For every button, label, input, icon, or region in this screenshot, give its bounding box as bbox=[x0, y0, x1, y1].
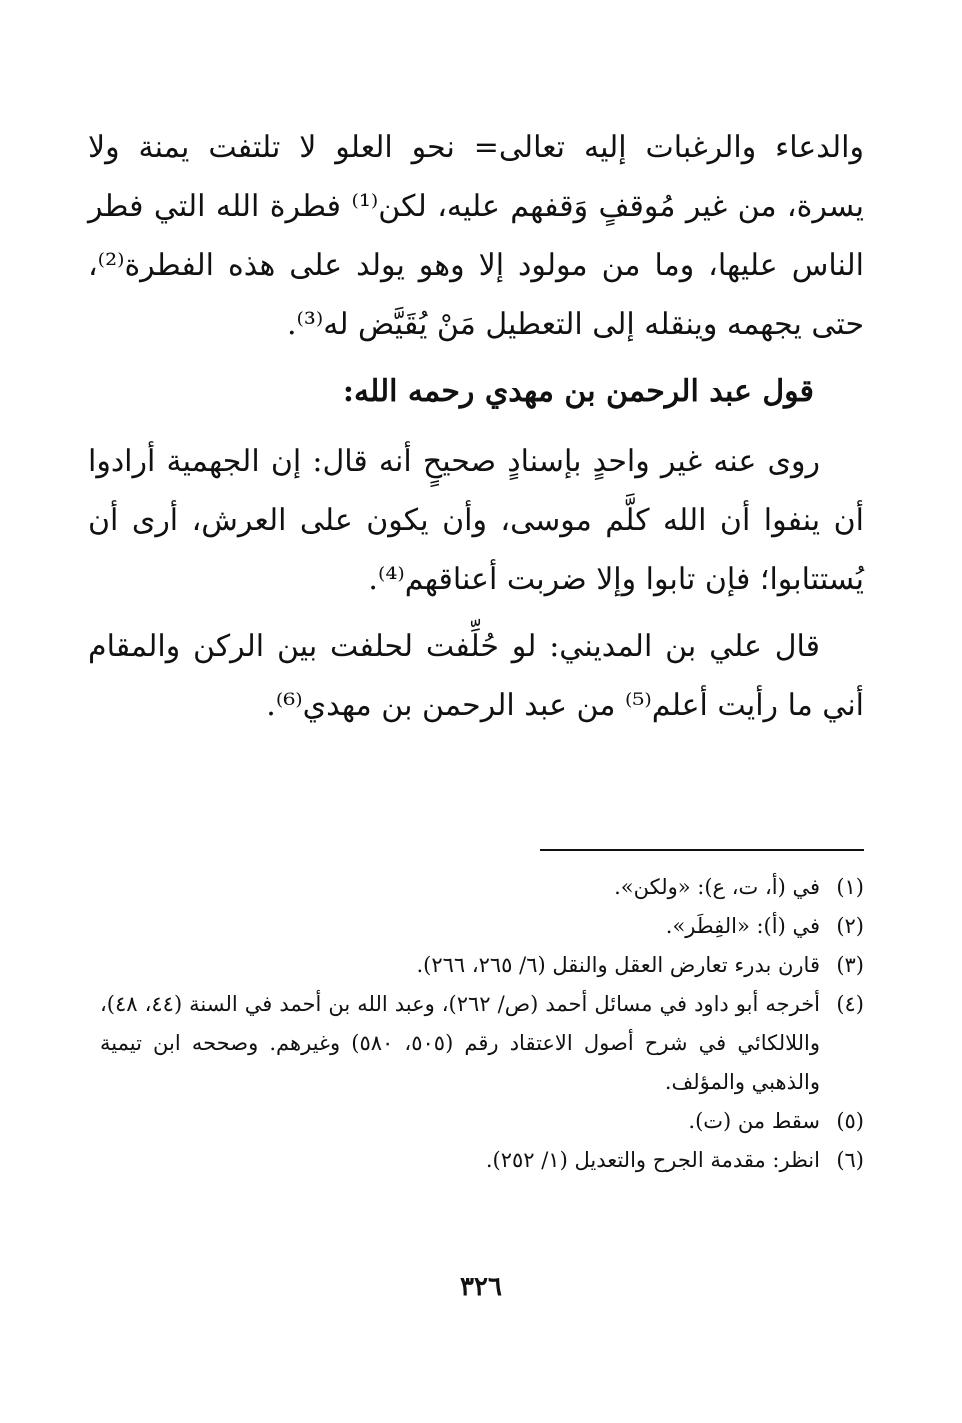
footnote-3 bbox=[100, 946, 864, 985]
footnote-2 bbox=[100, 907, 864, 946]
footnote-number: (٣) bbox=[836, 953, 864, 977]
footnote-number: (٥) bbox=[836, 1109, 864, 1133]
paragraph-2 bbox=[88, 432, 864, 609]
page-number: ٣٢٦ bbox=[460, 1272, 502, 1302]
footnote-separator bbox=[540, 849, 864, 851]
footnote-4 bbox=[100, 985, 864, 1102]
footnote-text: سقط من (ت). bbox=[688, 1109, 820, 1133]
footnote-1 bbox=[100, 868, 864, 907]
section-heading: قول عبد الرحمن بن مهدي رحمه الله: bbox=[342, 374, 814, 409]
paragraph-1 bbox=[88, 118, 864, 354]
footnotes bbox=[100, 868, 864, 1180]
footnote-number: (٦) bbox=[836, 1148, 864, 1172]
footnote-text: انظر: مقدمة الجرح والتعديل (١/ ٢٥٢). bbox=[485, 1148, 820, 1172]
paragraph-3-text: قال علي بن المديني: لو حُلِّفت لحلفت بين الركن والمقام أني ما رأيت أعلم⁽⁵⁾ من عبد الرحمن بن مهدي⁽⁶⁾. bbox=[88, 629, 864, 723]
footnote-number: (١) bbox=[836, 875, 864, 899]
footnote-text: أخرجه أبو داود في مسائل أحمد (ص/ ٢٦٢)، وعبد الله بن أحمد في السنة (٤٤، ٤٨)، واللالكائي في شرح أصول الاعتقاد رقم (٥٠٥، ٥٨٠) وغيرهم. وصححه ابن تيمية والذهبي والمؤلف. bbox=[100, 992, 821, 1094]
footnote-5 bbox=[100, 1102, 864, 1141]
footnote-text: في (أ): «الفِطَر». bbox=[665, 914, 820, 938]
footnote-number: (٤) bbox=[836, 992, 864, 1016]
paragraph-3 bbox=[88, 617, 864, 735]
footnote-text: في (أ، ت، ع): «ولكن». bbox=[614, 875, 820, 899]
paragraph-2-text: روى عنه غير واحدٍ بإسنادٍ صحيحٍ أنه قال: إن الجهمية أرادوا أن ينفوا أن الله كلَّم موسى، وأن يكون على العرش، أرى أن يُستتابوا؛ فإن تابوا وإلا ضربت أعناقهم⁽⁴⁾. bbox=[88, 444, 864, 597]
footnote-text: قارن بدرء تعارض العقل والنقل (٦/ ٢٦٥، ٢٦٦). bbox=[416, 953, 820, 977]
paragraph-1-text: والدعاء والرغبات إليه تعالى= نحو العلو لا تلتفت يمنة ولا يسرة، من غير مُوقفٍ وَقفهم عليه، لكن⁽¹⁾ فطرة الله التي فطر الناس عليها، وما من مولود إلا وهو يولد على هذه الفطرة⁽²⁾، حتى يجهمه وينقله إلى التعطيل مَنْ يُقَيَّض له⁽³⁾. bbox=[88, 130, 865, 342]
footnote-6 bbox=[100, 1141, 864, 1180]
footnote-number: (٢) bbox=[836, 914, 864, 938]
